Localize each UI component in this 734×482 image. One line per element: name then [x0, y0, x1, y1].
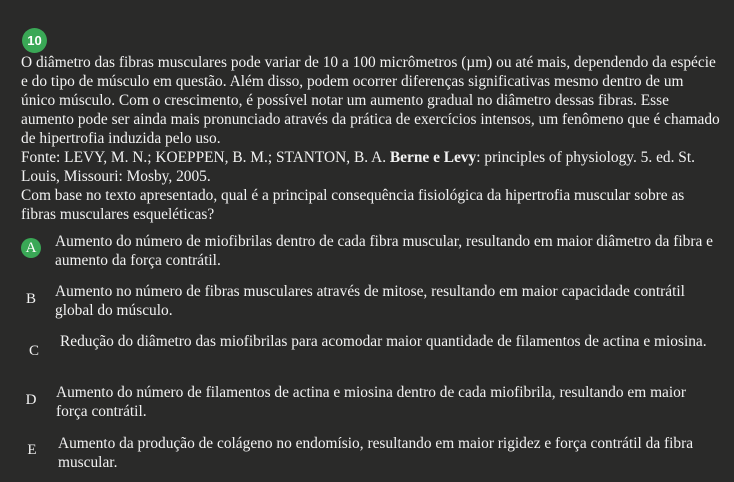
option-letter-c[interactable]: C: [28, 343, 39, 359]
option-text-c[interactable]: Redução do diâmetro das miofibrilas para acomodar maior quantidade de filamentos de actina e miosina.: [60, 333, 707, 350]
question-number-badge: 10: [22, 28, 47, 53]
option-letter-b[interactable]: B: [25, 291, 36, 307]
question-source: [21, 148, 721, 186]
source-prefix: Fonte: LEVY, M. N.; KOEPPEN, B. M.; STANTON, B. A.: [21, 149, 390, 166]
question-prompt: Com base no texto apresentado, qual é a principal consequência fisiológica da hipertrofia muscular sobre as fibras musculares esqueléticas?: [21, 187, 685, 223]
option-text-e[interactable]: Aumento da produção de colágeno no endomísio, resultando em maior rigidez e força contrátil da fibra muscular.: [58, 435, 694, 471]
source-suffix: : principles of physiology. 5. ed. St. Louis, Missouri: Mosby, 2005.: [21, 149, 695, 185]
question-paragraph: O diâmetro das fibras musculares pode variar de 10 a 100 micrômetros (µm) ou até mais, dependendo da espécie e do tipo de músculo em questão. Além disso, podem ocorrer diferenças significativas mesmo dentro de um único músculo. Com o crescimento, é possível notar um aumento gradual no diâmetro dessas fibras. Esse aumento pode ser ainda mais pronunciado através da prática de exercícios intensos, um fenômeno que é chamado de hipertrofia induzida pelo uso.: [21, 54, 720, 147]
option-text-d[interactable]: Aumento do número de filamentos de actina e miosina dentro de cada miofibrila, resultando em maior força contrátil.: [56, 384, 686, 420]
option-a[interactable]: [0, 232, 734, 272]
option-c[interactable]: [0, 332, 734, 372]
question-stem: [21, 53, 721, 224]
option-text-b[interactable]: Aumento no número de fibras musculares através de mitose, resultando em maior capacidade contrátil global do músculo.: [55, 283, 685, 319]
option-b[interactable]: [0, 282, 734, 322]
option-letter-d[interactable]: D: [25, 392, 37, 408]
source-book-title: Berne e Levy: [389, 149, 477, 166]
option-e[interactable]: [0, 434, 734, 474]
option-d[interactable]: [0, 383, 734, 423]
option-letter-e[interactable]: E: [27, 442, 37, 458]
option-text-a[interactable]: Aumento do número de miofibrilas dentro de cada fibra muscular, resultando em maior diâmetro da fibra e aumento da força contrátil.: [55, 233, 713, 269]
option-letter-a[interactable]: A: [21, 238, 41, 258]
